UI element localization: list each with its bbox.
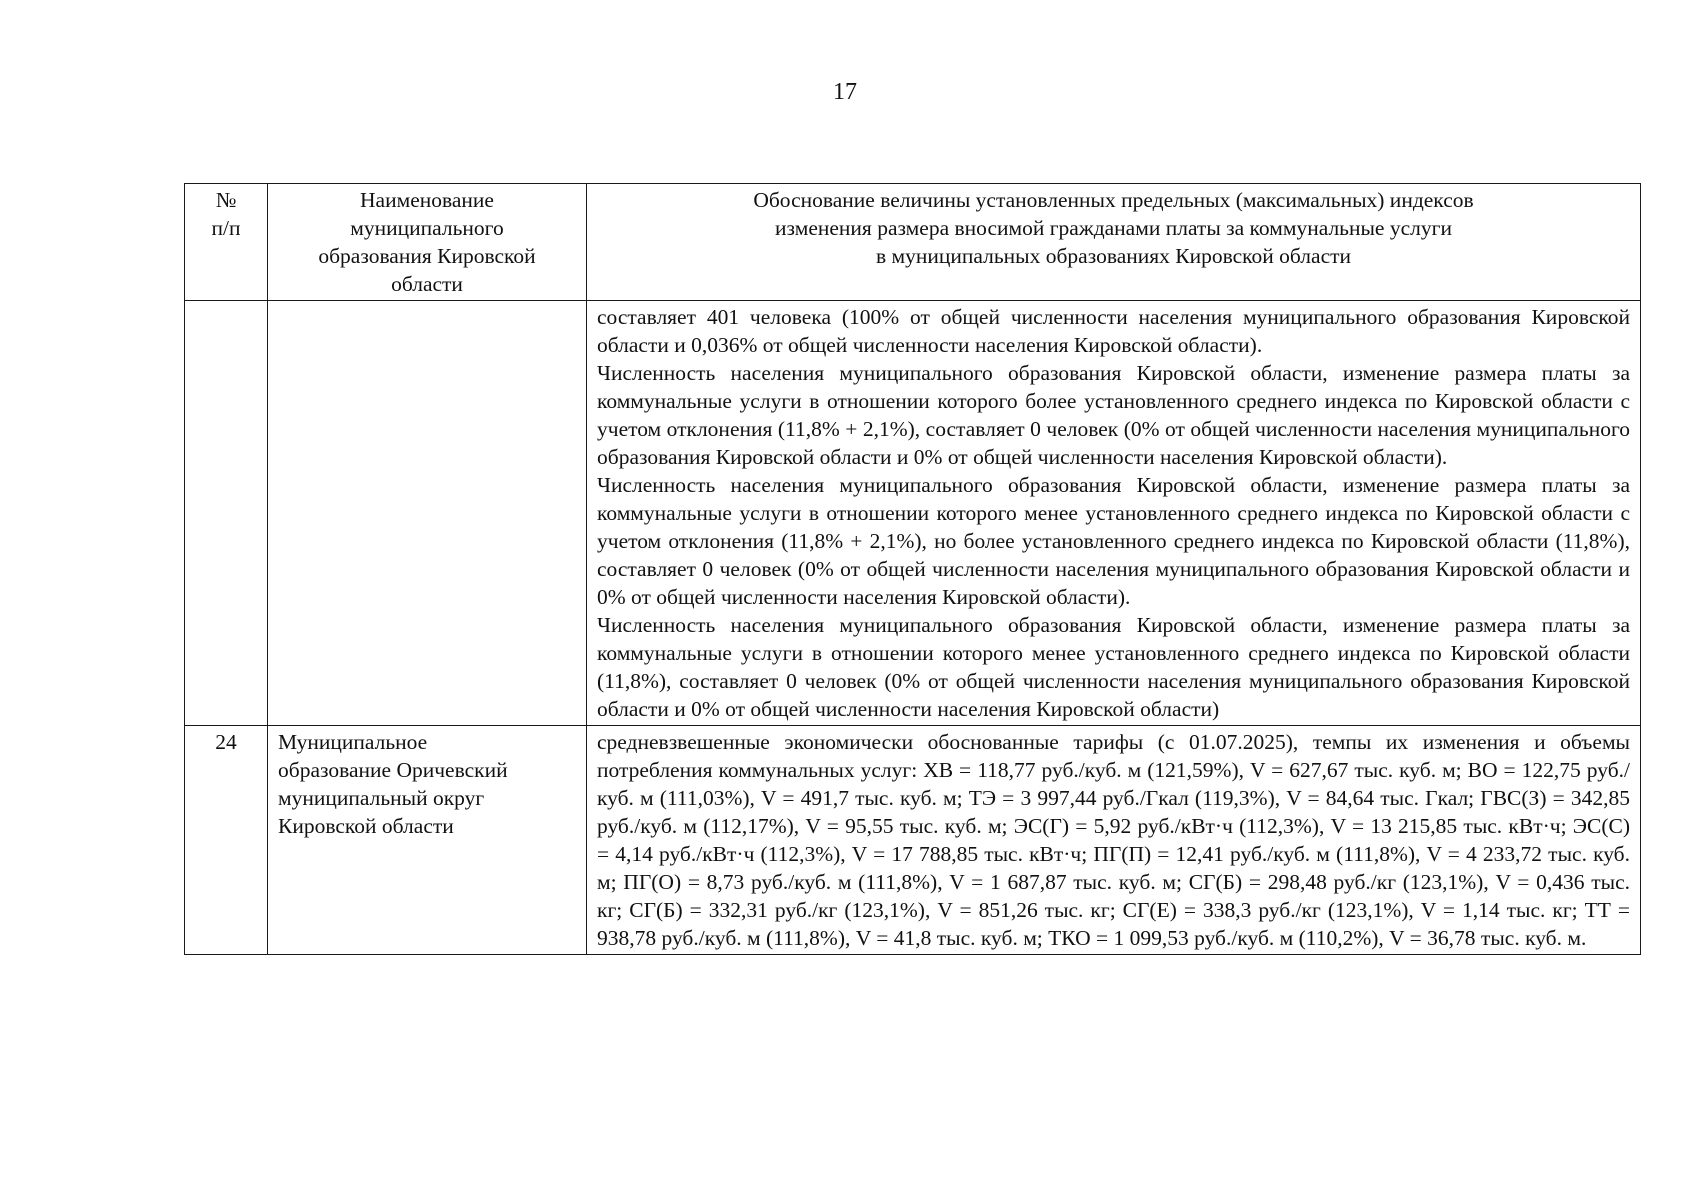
municipality-name-line: образование Оричевский <box>278 758 508 782</box>
row-municipality-name <box>268 301 587 726</box>
row-municipality-name <box>268 726 587 955</box>
municipality-name-line: Кировской области <box>278 814 454 838</box>
justification-paragraph: составляет 401 человека (100% от общей численности населения муниципального образования Кировской области и 0,036% от общей численности населения Кировской области). <box>597 305 1630 357</box>
header-number <box>185 184 268 301</box>
justification-table <box>184 183 1641 955</box>
justification-paragraph: средневзвешенные экономически обоснованные тарифы (с 01.07.2025), темпы их изменения и объемы потребления коммунальных услуг: ХВ = 118,77 руб./куб. м (121,59%), V = 627,67 тыс. куб. м; ВО = 122,75 руб./куб. м (111,03%), V = 491,7 тыс. куб. м; ТЭ = 3 997,44 руб./Гкал (119,3%), V = 84,64 тыс. Гкал; ГВС(З) = 342,85 руб./куб. м (112,17%), V = 95,55 тыс. куб. м; ЭС(Г) = 5,92 руб./кВт·ч (112,3%), V = 13 215,85 тыс. кВт·ч; ЭС(С) = 4,14 руб./кВт·ч (112,3%), V = 17 788,85 тыс. кВт·ч; ПГ(П) = 12,41 руб./куб. м (111,8%), V = 4 233,72 тыс. куб. м; ПГ(О) = 8,73 руб./куб. м (111,8%), V = 1 687,87 тыс. куб. м; СГ(Б) = 298,48 руб./кг (123,1%), V = 0,436 тыс. кг; СГ(Б) = 332,31 руб./кг (123,1%), V = 851,26 тыс. кг; СГ(Е) = 338,3 руб./кг (123,1%), V = 1,14 тыс. кг; ТТ = 938,78 руб./куб. м (111,8%), V = 41,8 тыс. куб. м; ТКО = 1 099,53 руб./куб. м (110,2%), V = 36,78 тыс. куб. м. <box>597 730 1630 950</box>
justification-paragraph: Численность населения муниципального образования Кировской области, изменение размера платы за коммунальные услуги в отношении которого более установленного среднего индекса по Кировской области с учетом отклонения (11,8% + 2,1%), составляет 0 человек (0% от общей численности населения муниципального образования Кировской области и 0% от общей численности населения Кировской области). <box>597 361 1630 469</box>
municipality-name-line: Муниципальное <box>278 730 428 754</box>
page-number: 17 <box>833 79 857 105</box>
row-justification <box>587 301 1641 726</box>
header-municipality-name <box>268 184 587 301</box>
header-justification <box>587 184 1641 301</box>
header-justification-line: в муниципальных образованиях Кировской области <box>875 244 1352 268</box>
header-name-line: Наименование <box>360 188 494 212</box>
table-row <box>185 726 1641 955</box>
table-header-row <box>185 184 1641 301</box>
row-number: 24 <box>185 726 268 955</box>
justification-paragraph: Численность населения муниципального образования Кировской области, изменение размера платы за коммунальные услуги в отношении которого менее установленного среднего индекса по Кировской области (11,8%), составляет 0 человек (0% от общей численности населения муниципального образования Кировской области и 0% от общей численности населения Кировской области) <box>597 613 1630 721</box>
header-justification-line: изменения размера вносимой гражданами платы за коммунальные услуги <box>775 216 1452 240</box>
row-number <box>185 301 268 726</box>
header-number-line: п/п <box>211 216 241 240</box>
row-justification <box>587 726 1641 955</box>
header-name-line: области <box>391 272 463 296</box>
header-justification-line: Обоснование величины установленных предельных (максимальных) индексов <box>753 188 1474 212</box>
header-name-line: образования Кировской <box>318 244 536 268</box>
justification-paragraph: Численность населения муниципального образования Кировской области, изменение размера платы за коммунальные услуги в отношении которого менее установленного среднего индекса по Кировской области с учетом отклонения (11,8% + 2,1%), но более установленного среднего индекса по Кировской области (11,8%), составляет 0 человек (0% от общей численности населения муниципального образования Кировской области и 0% от общей численности населения Кировской области). <box>597 473 1630 609</box>
table-row <box>185 301 1641 726</box>
municipality-name-line: муниципальный округ <box>278 786 485 810</box>
header-name-line: муниципального <box>350 216 504 240</box>
header-number-line: № <box>215 188 237 212</box>
